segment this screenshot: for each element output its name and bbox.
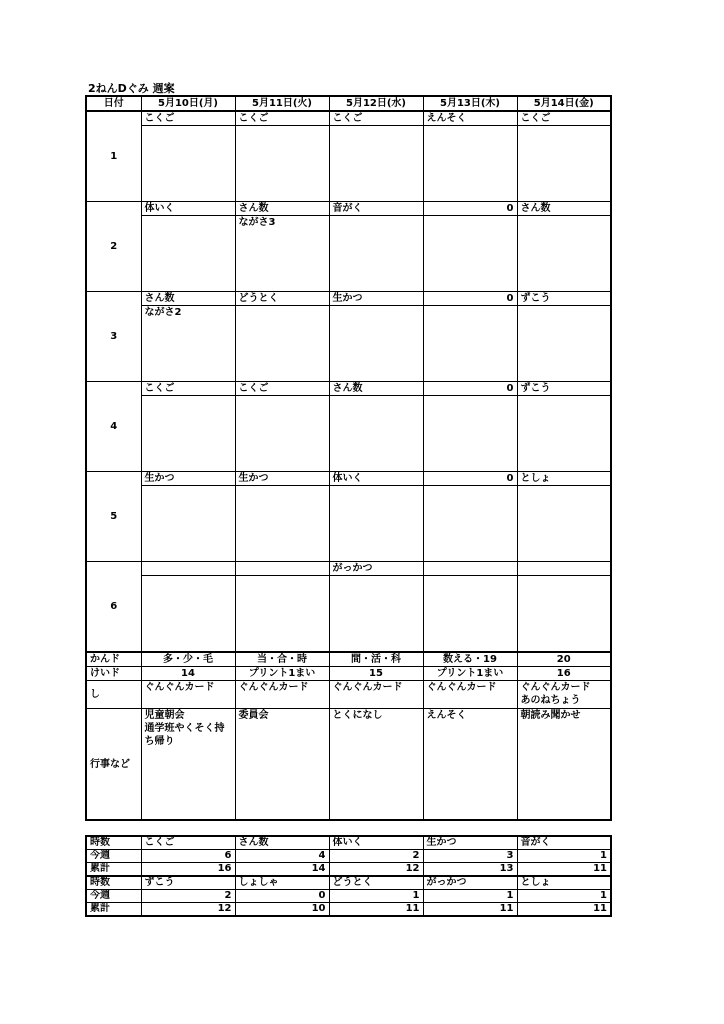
notes-cell <box>423 486 517 562</box>
notes-cell <box>517 216 611 292</box>
total-value: 16 <box>141 863 235 877</box>
period-subject-row <box>86 111 611 126</box>
summary-subject: どうとく <box>329 876 423 890</box>
calc-drill-label: けいド <box>86 667 141 681</box>
notes-cell <box>235 486 329 562</box>
summary-subject: こくご <box>141 836 235 850</box>
summary-subject: さん数 <box>235 836 329 850</box>
subject-cell: ずこう <box>517 292 611 306</box>
notes-cell <box>423 576 517 653</box>
summary-subject: としょ <box>517 876 611 890</box>
kanji-drill-cell: 間・活・科 <box>329 652 423 667</box>
events-cell: 朝読み聞かせ <box>517 709 611 821</box>
kanji-drill-cell: 数える・19 <box>423 652 517 667</box>
notes-cell <box>141 576 235 653</box>
notes-cell <box>517 126 611 202</box>
subject-cell: 0 <box>423 382 517 396</box>
notes-cell <box>423 306 517 382</box>
summary-week-row <box>86 890 611 903</box>
notes-cell <box>141 396 235 472</box>
subject-cell: 体いく <box>329 472 423 486</box>
subject-cell: えんそく <box>423 111 517 126</box>
subject-cell <box>141 562 235 576</box>
summary-week-row <box>86 850 611 863</box>
kanji-drill-cell: 多・少・毛 <box>141 652 235 667</box>
notes-cell <box>517 486 611 562</box>
subject-cell: 生かつ <box>329 292 423 306</box>
period-subject-row <box>86 562 611 576</box>
subject-cell: 生かつ <box>141 472 235 486</box>
total-value: 12 <box>329 863 423 877</box>
summary-subject: 生かつ <box>423 836 517 850</box>
this-week-value: 3 <box>423 850 517 863</box>
subject-cell: 0 <box>423 472 517 486</box>
subject-cell: こくご <box>235 382 329 396</box>
day-header: 5月11日(火) <box>235 96 329 111</box>
subject-cell: さん数 <box>235 202 329 216</box>
subject-cell: としょ <box>517 472 611 486</box>
homework-cell: ぐんぐんカード <box>141 681 235 709</box>
date-header-label: 日付 <box>86 96 141 111</box>
period-notes-row <box>86 126 611 202</box>
weekly-plan-table <box>85 95 612 821</box>
day-header: 5月14日(金) <box>517 96 611 111</box>
subject-cell: がっかつ <box>329 562 423 576</box>
total-value: 13 <box>423 863 517 877</box>
this-week-value: 2 <box>329 850 423 863</box>
notes-cell <box>329 306 423 382</box>
page-title: 2ねんDぐみ 週案 <box>88 82 175 95</box>
subject-cell: さん数 <box>141 292 235 306</box>
period-subject-row <box>86 202 611 216</box>
period-number: 6 <box>86 562 141 653</box>
summary-subject: ずこう <box>141 876 235 890</box>
day-header: 5月10日(月) <box>141 96 235 111</box>
notes-cell <box>329 126 423 202</box>
events-cell: 委員会 <box>235 709 329 821</box>
this-week-label: 今週 <box>86 890 141 903</box>
notes-cell <box>141 126 235 202</box>
notes-cell <box>329 486 423 562</box>
kanji-drill-cell: 当・合・時 <box>235 652 329 667</box>
total-value: 11 <box>517 863 611 877</box>
calc-drill-cell: 15 <box>329 667 423 681</box>
hours-label: 時数 <box>86 876 141 890</box>
notes-cell: ながさ2 <box>141 306 235 382</box>
subject-cell: さん数 <box>329 382 423 396</box>
total-value: 11 <box>517 903 611 917</box>
period-number: 3 <box>86 292 141 382</box>
kanji-drill-row <box>86 652 611 667</box>
events-row <box>86 709 611 821</box>
notes-cell <box>517 306 611 382</box>
homework-label: し <box>86 681 141 709</box>
notes-cell <box>235 126 329 202</box>
total-value: 12 <box>141 903 235 917</box>
period-number: 5 <box>86 472 141 562</box>
notes-cell <box>329 216 423 292</box>
homework-cell: ぐんぐんカード あのねちょう <box>517 681 611 709</box>
total-value: 11 <box>423 903 517 917</box>
notes-cell <box>235 396 329 472</box>
subject-cell: さん数 <box>517 202 611 216</box>
notes-cell <box>235 576 329 653</box>
this-week-value: 1 <box>329 890 423 903</box>
events-cell: 児童朝会 通学班やくそく持ち帰り <box>141 709 235 821</box>
subject-cell: 音がく <box>329 202 423 216</box>
notes-cell <box>423 216 517 292</box>
notes-cell <box>141 216 235 292</box>
period-subject-row <box>86 382 611 396</box>
header-row <box>86 96 611 111</box>
period-subject-row <box>86 292 611 306</box>
notes-cell <box>141 486 235 562</box>
this-week-value: 6 <box>141 850 235 863</box>
period-number: 4 <box>86 382 141 472</box>
subject-cell: こくご <box>235 111 329 126</box>
total-label: 累計 <box>86 903 141 917</box>
subject-cell: 0 <box>423 292 517 306</box>
subject-cell: 体いく <box>141 202 235 216</box>
notes-cell <box>329 396 423 472</box>
subject-cell: 0 <box>423 202 517 216</box>
notes-cell <box>423 396 517 472</box>
notes-cell <box>517 396 611 472</box>
day-header: 5月12日(水) <box>329 96 423 111</box>
calc-drill-row <box>86 667 611 681</box>
calc-drill-cell: 16 <box>517 667 611 681</box>
day-header: 5月13日(木) <box>423 96 517 111</box>
this-week-value: 2 <box>141 890 235 903</box>
period-notes-row <box>86 216 611 292</box>
summary-subject-row <box>86 876 611 890</box>
subject-cell: こくご <box>517 111 611 126</box>
this-week-value: 4 <box>235 850 329 863</box>
calc-drill-cell: 14 <box>141 667 235 681</box>
summary-subject-row <box>86 836 611 850</box>
subject-cell: こくご <box>141 382 235 396</box>
period-number: 2 <box>86 202 141 292</box>
this-week-value: 1 <box>423 890 517 903</box>
notes-cell <box>517 576 611 653</box>
notes-cell: ながさ3 <box>235 216 329 292</box>
calc-drill-cell: プリント1まい <box>423 667 517 681</box>
subject-cell: ずこう <box>517 382 611 396</box>
subject-cell: どうとく <box>235 292 329 306</box>
subject-cell <box>423 562 517 576</box>
subject-cell: こくご <box>141 111 235 126</box>
period-notes-row <box>86 576 611 653</box>
summary-total-row <box>86 863 611 877</box>
kanji-drill-cell: 20 <box>517 652 611 667</box>
period-notes-row <box>86 306 611 382</box>
period-number: 1 <box>86 111 141 202</box>
total-value: 10 <box>235 903 329 917</box>
period-notes-row <box>86 396 611 472</box>
summary-subject: がっかつ <box>423 876 517 890</box>
total-label: 累計 <box>86 863 141 877</box>
kanji-drill-label: かんド <box>86 652 141 667</box>
hours-summary-table <box>85 835 612 917</box>
period-subject-row <box>86 472 611 486</box>
summary-subject: しょしゃ <box>235 876 329 890</box>
notes-cell <box>235 306 329 382</box>
total-value: 11 <box>329 903 423 917</box>
summary-subject: 体いく <box>329 836 423 850</box>
events-label: 行事など <box>86 709 141 821</box>
this-week-value: 1 <box>517 890 611 903</box>
calc-drill-cell: プリント1まい <box>235 667 329 681</box>
subject-cell <box>517 562 611 576</box>
subject-cell <box>235 562 329 576</box>
notes-cell <box>329 576 423 653</box>
homework-cell: ぐんぐんカード <box>235 681 329 709</box>
subject-cell: こくご <box>329 111 423 126</box>
hours-label: 時数 <box>86 836 141 850</box>
this-week-value: 1 <box>517 850 611 863</box>
notes-cell <box>423 126 517 202</box>
total-value: 14 <box>235 863 329 877</box>
summary-subject: 音がく <box>517 836 611 850</box>
this-week-label: 今週 <box>86 850 141 863</box>
this-week-value: 0 <box>235 890 329 903</box>
subject-cell: 生かつ <box>235 472 329 486</box>
homework-row <box>86 681 611 709</box>
homework-cell: ぐんぐんカード <box>423 681 517 709</box>
events-cell: とくになし <box>329 709 423 821</box>
events-cell: えんそく <box>423 709 517 821</box>
homework-cell: ぐんぐんカード <box>329 681 423 709</box>
period-notes-row <box>86 486 611 562</box>
summary-total-row <box>86 903 611 917</box>
